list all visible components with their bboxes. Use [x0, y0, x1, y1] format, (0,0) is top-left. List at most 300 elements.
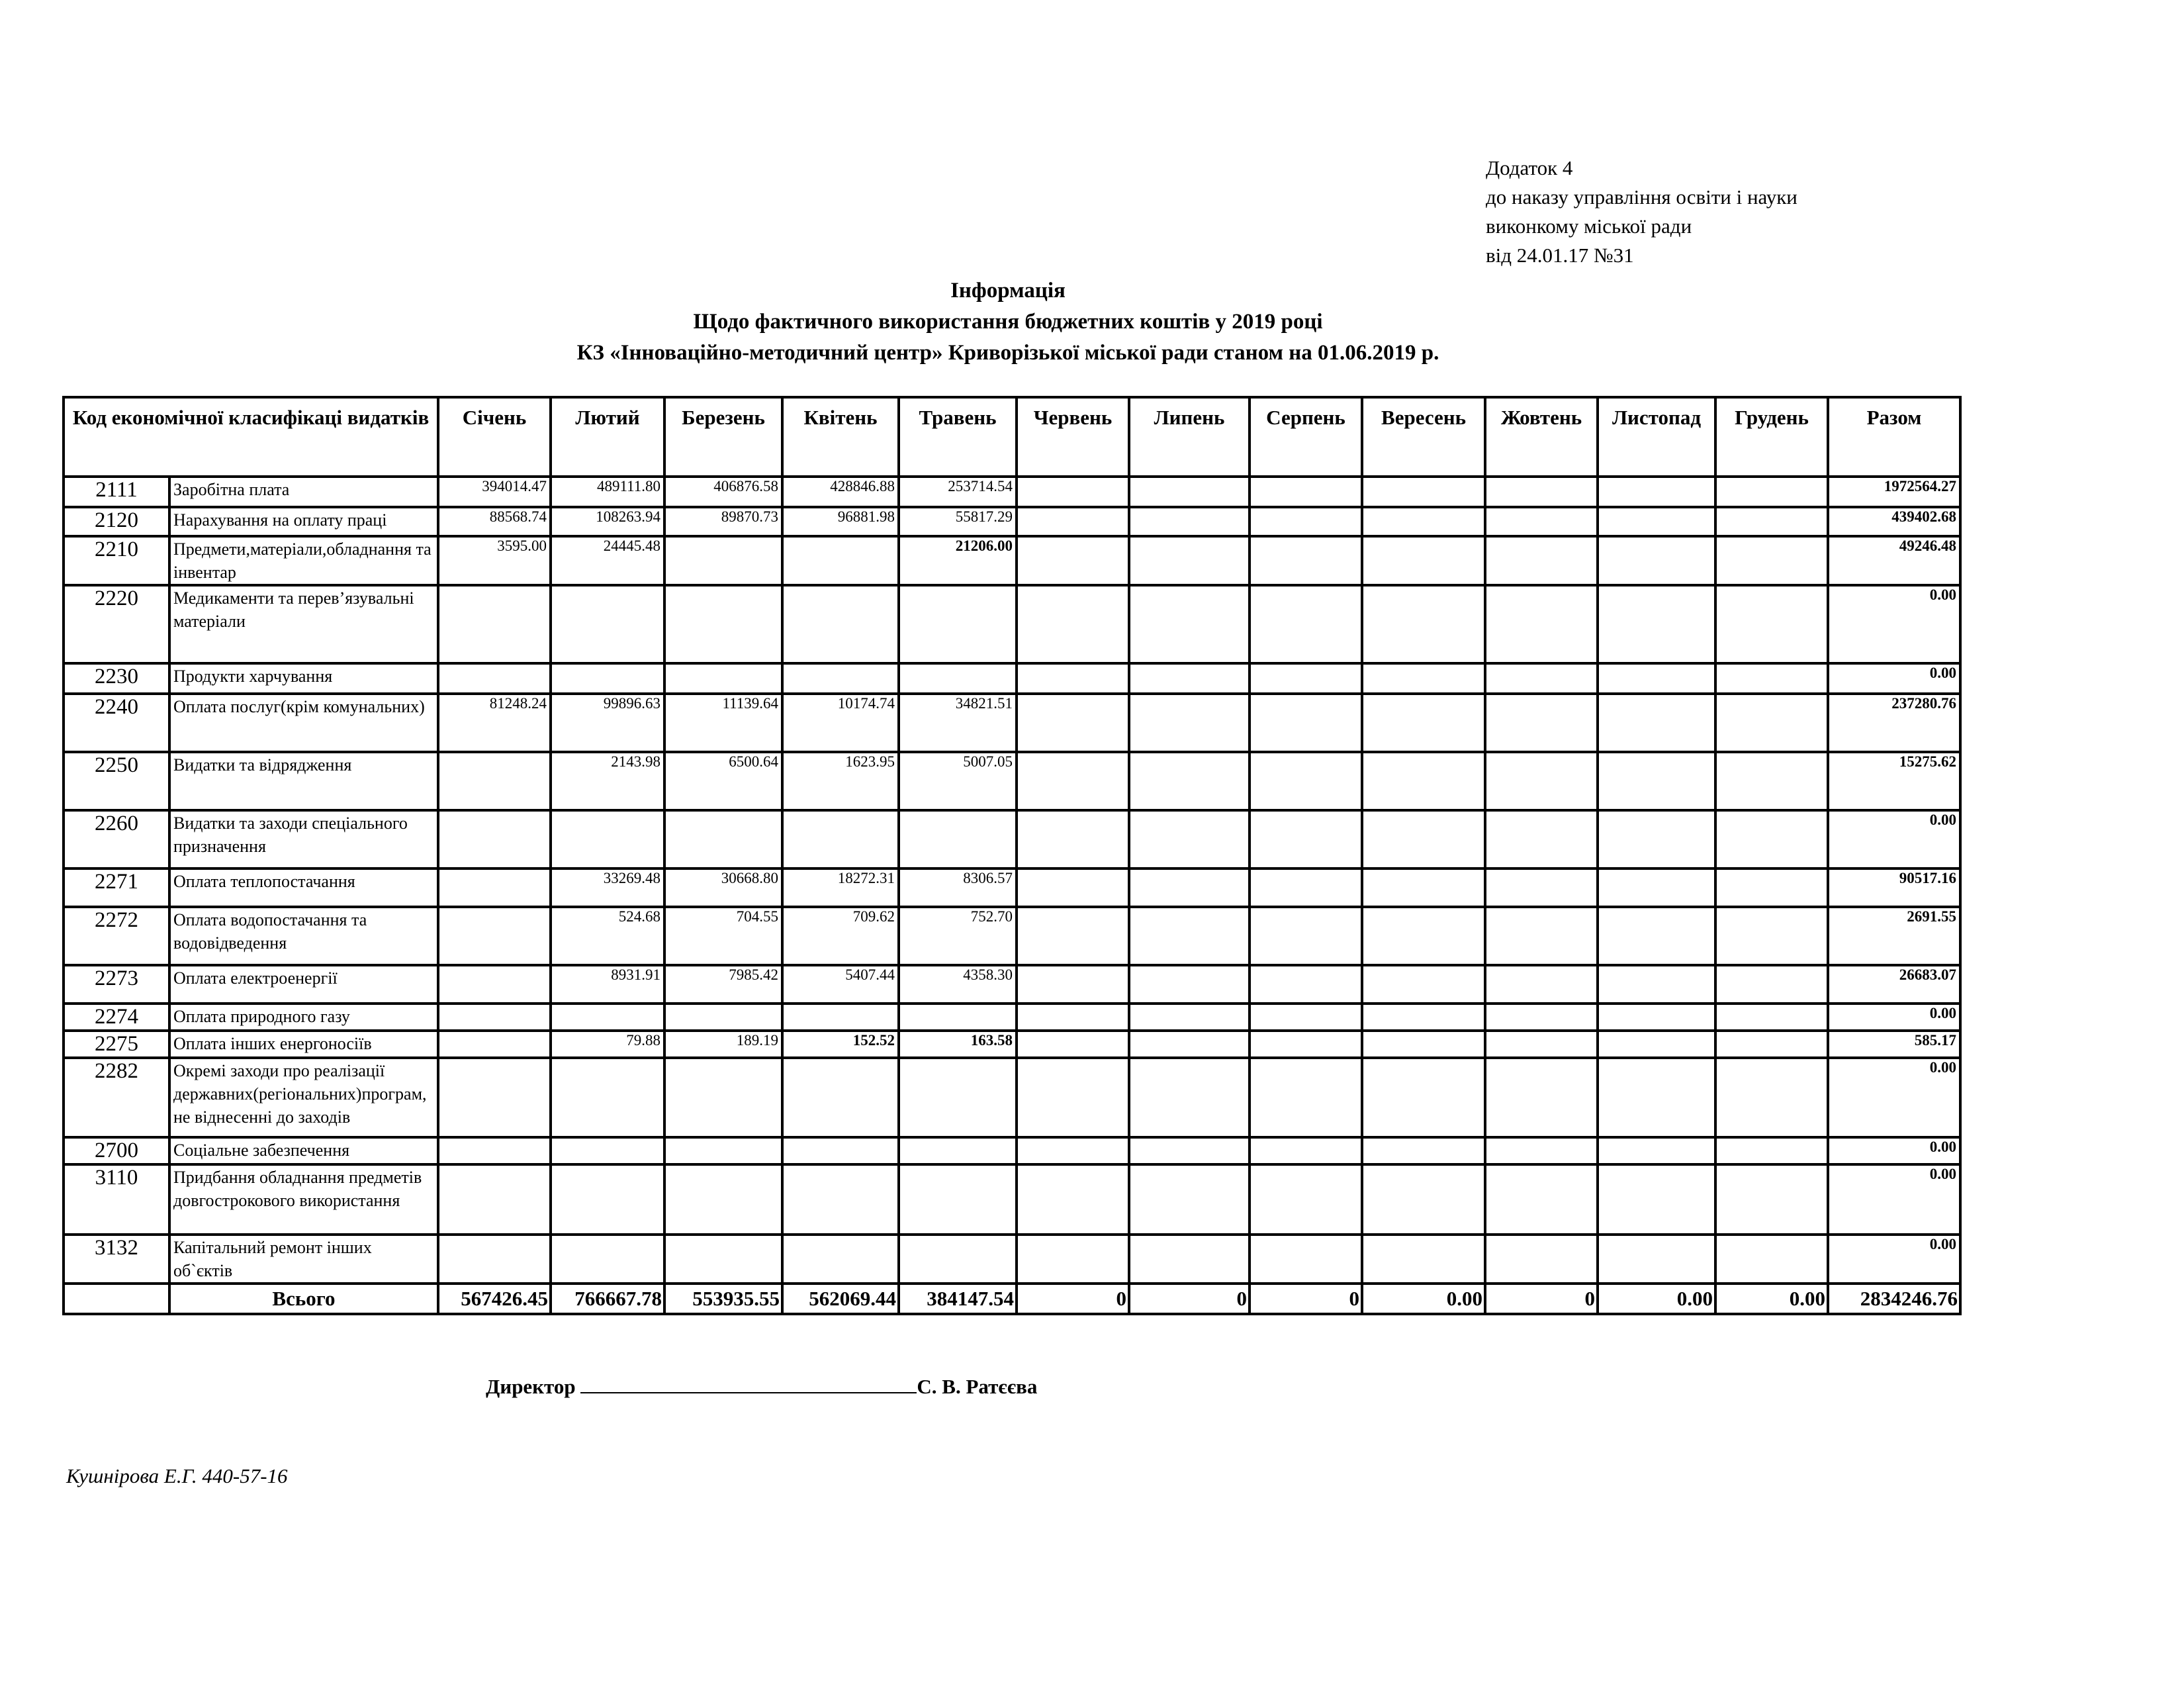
row-code: 2700: [64, 1137, 169, 1164]
row-value: [1129, 1058, 1250, 1137]
row-total: 0.00: [1828, 1164, 1960, 1235]
row-value: [551, 1004, 664, 1031]
row-value: [1362, 507, 1485, 536]
row-value: [1715, 507, 1828, 536]
header-month: Грудень: [1715, 397, 1828, 477]
row-value: [1017, 868, 1129, 907]
row-value: [1017, 1004, 1129, 1031]
row-value: [1250, 1004, 1362, 1031]
row-value: [1598, 477, 1715, 507]
row-value: [1250, 868, 1362, 907]
row-value: [1362, 907, 1485, 965]
table-row: [64, 1137, 1960, 1164]
table-row: [64, 477, 1960, 507]
budget-table: [62, 396, 1962, 1315]
row-value: [1598, 965, 1715, 1004]
row-value: 752.70: [899, 907, 1017, 965]
row-value: [1362, 663, 1485, 694]
row-value: [438, 585, 551, 663]
row-value: [782, 1137, 899, 1164]
row-value: [1598, 507, 1715, 536]
row-code: 2120: [64, 507, 169, 536]
grand-total: 2834246.76: [1828, 1284, 1960, 1314]
row-value: [438, 663, 551, 694]
row-value: 6500.64: [664, 752, 782, 810]
table-row: [64, 1058, 1960, 1137]
row-value: [1715, 536, 1828, 585]
row-value: [1598, 1137, 1715, 1164]
row-code: 3132: [64, 1235, 169, 1284]
header-month: Серпень: [1250, 397, 1362, 477]
row-value: [1362, 752, 1485, 810]
totals-value: 0.00: [1362, 1284, 1485, 1314]
header-month: Квітень: [782, 397, 899, 477]
row-code: 2275: [64, 1031, 169, 1058]
header-month: Лютий: [551, 397, 664, 477]
row-value: [1598, 1164, 1715, 1235]
row-name: Видатки та заходи спеціального призначення: [169, 810, 438, 868]
totals-value: 384147.54: [899, 1284, 1017, 1314]
row-value: 88568.74: [438, 507, 551, 536]
row-total: 15275.62: [1828, 752, 1960, 810]
row-value: [1715, 477, 1828, 507]
totals-value: 562069.44: [782, 1284, 899, 1314]
row-value: 709.62: [782, 907, 899, 965]
row-value: 34821.51: [899, 694, 1017, 752]
row-value: [1485, 1031, 1598, 1058]
row-value: [782, 536, 899, 585]
row-value: 189.19: [664, 1031, 782, 1058]
row-value: [1715, 1235, 1828, 1284]
totals-value: 567426.45: [438, 1284, 551, 1314]
row-value: [1598, 1058, 1715, 1137]
row-value: [1250, 585, 1362, 663]
row-value: [1485, 536, 1598, 585]
header-month: Вересень: [1362, 397, 1485, 477]
row-value: [899, 1164, 1017, 1235]
row-total: 439402.68: [1828, 507, 1960, 536]
row-total: 0.00: [1828, 663, 1960, 694]
row-value: 108263.94: [551, 507, 664, 536]
table-row: [64, 868, 1960, 907]
row-total: 0.00: [1828, 810, 1960, 868]
row-value: [551, 663, 664, 694]
table-row: [64, 810, 1960, 868]
header-month: Листопад: [1598, 397, 1715, 477]
row-value: [899, 585, 1017, 663]
totals-value: 0: [1250, 1284, 1362, 1314]
row-name: Придбання обладнання предметів довгострокового використання: [169, 1164, 438, 1235]
row-value: 704.55: [664, 907, 782, 965]
row-value: [1250, 1031, 1362, 1058]
row-value: [551, 1235, 664, 1284]
row-value: [438, 1137, 551, 1164]
row-value: [1485, 694, 1598, 752]
table-row: [64, 536, 1960, 585]
row-value: [1017, 694, 1129, 752]
row-name: Оплата природного газу: [169, 1004, 438, 1031]
row-value: [1017, 477, 1129, 507]
row-value: [1715, 663, 1828, 694]
row-value: [1129, 1164, 1250, 1235]
row-code: 2260: [64, 810, 169, 868]
row-value: [551, 1137, 664, 1164]
totals-value: 766667.78: [551, 1284, 664, 1314]
row-value: [438, 907, 551, 965]
row-value: [1250, 1235, 1362, 1284]
table-row: [64, 585, 1960, 663]
row-value: 30668.80: [664, 868, 782, 907]
row-total: 0.00: [1828, 1058, 1960, 1137]
row-value: [1017, 1235, 1129, 1284]
row-value: 7985.42: [664, 965, 782, 1004]
header-month: Травень: [899, 397, 1017, 477]
row-value: [782, 1235, 899, 1284]
totals-value: 0.00: [1715, 1284, 1828, 1314]
row-value: [1485, 1004, 1598, 1031]
row-total: 0.00: [1828, 585, 1960, 663]
row-value: [438, 1004, 551, 1031]
row-code: 2220: [64, 585, 169, 663]
row-value: [1129, 965, 1250, 1004]
row-value: [1250, 1058, 1362, 1137]
row-value: [1250, 536, 1362, 585]
row-name: Капітальний ремонт інших об`єктів: [169, 1235, 438, 1284]
row-value: [1485, 965, 1598, 1004]
row-name: Предмети,матеріали,обладнання та інвентар: [169, 536, 438, 585]
row-value: [1362, 694, 1485, 752]
row-value: 8306.57: [899, 868, 1017, 907]
row-value: [899, 663, 1017, 694]
row-value: 81248.24: [438, 694, 551, 752]
row-value: [1250, 752, 1362, 810]
table-row: [64, 965, 1960, 1004]
row-name: Продукти харчування: [169, 663, 438, 694]
totals-value: 553935.55: [664, 1284, 782, 1314]
row-value: [1598, 752, 1715, 810]
row-value: [438, 1235, 551, 1284]
row-value: 5407.44: [782, 965, 899, 1004]
row-value: [782, 810, 899, 868]
row-value: [1362, 585, 1485, 663]
row-value: [1362, 1004, 1485, 1031]
table-row: [64, 663, 1960, 694]
table-row: [64, 507, 1960, 536]
row-value: [899, 1058, 1017, 1137]
row-value: [1017, 965, 1129, 1004]
row-name: Медикаменти та перев’язувальні матеріали: [169, 585, 438, 663]
row-value: [1715, 965, 1828, 1004]
row-value: [1485, 507, 1598, 536]
row-total: 237280.76: [1828, 694, 1960, 752]
row-value: [1362, 1137, 1485, 1164]
header-month: Жовтень: [1485, 397, 1598, 477]
row-value: [899, 1004, 1017, 1031]
row-value: [1129, 585, 1250, 663]
row-value: [664, 585, 782, 663]
table-row: [64, 752, 1960, 810]
row-value: [1715, 694, 1828, 752]
row-value: [1362, 965, 1485, 1004]
row-value: 152.52: [782, 1031, 899, 1058]
row-value: 96881.98: [782, 507, 899, 536]
row-value: [1129, 810, 1250, 868]
row-value: [438, 1164, 551, 1235]
totals-value: 0.00: [1598, 1284, 1715, 1314]
row-value: [1598, 1235, 1715, 1284]
row-value: [1129, 694, 1250, 752]
row-value: [1715, 585, 1828, 663]
row-value: [438, 1058, 551, 1137]
row-value: [1598, 585, 1715, 663]
row-code: 2273: [64, 965, 169, 1004]
row-value: [1250, 477, 1362, 507]
row-code: 2250: [64, 752, 169, 810]
row-value: 24445.48: [551, 536, 664, 585]
row-value: [1017, 1031, 1129, 1058]
row-value: 5007.05: [899, 752, 1017, 810]
row-value: [1485, 585, 1598, 663]
row-value: [1362, 477, 1485, 507]
row-name: Соціальне забезпечення: [169, 1137, 438, 1164]
row-value: [1715, 752, 1828, 810]
table-row: [64, 907, 1960, 965]
row-value: 2143.98: [551, 752, 664, 810]
row-value: [1485, 907, 1598, 965]
row-value: [1598, 868, 1715, 907]
row-value: 1623.95: [782, 752, 899, 810]
row-value: [1485, 868, 1598, 907]
row-value: [1129, 507, 1250, 536]
row-value: [1485, 752, 1598, 810]
title-line: Інформація: [950, 279, 1066, 303]
row-value: [551, 585, 664, 663]
row-value: [1715, 868, 1828, 907]
row-value: [1485, 1137, 1598, 1164]
row-value: [1485, 810, 1598, 868]
row-value: 99896.63: [551, 694, 664, 752]
contact-info: Кушнірова Е.Г. 440-57-16: [66, 1464, 288, 1487]
row-value: [1598, 694, 1715, 752]
row-value: [551, 1164, 664, 1235]
row-value: [899, 1235, 1017, 1284]
row-value: [551, 810, 664, 868]
row-value: 163.58: [899, 1031, 1017, 1058]
appendix-note: [1486, 154, 1797, 270]
row-value: [1017, 907, 1129, 965]
row-code: 2230: [64, 663, 169, 694]
appendix-line: від 24.01.17 №31: [1486, 244, 1634, 267]
title-line: КЗ «Інноваційно-методичний центр» Криворізької міської ради станом на 01.06.2019 р.: [576, 341, 1439, 365]
signature-line: [580, 1374, 917, 1393]
row-value: [1715, 907, 1828, 965]
title-line: Щодо фактичного використання бюджетних коштів у 2019 році: [693, 310, 1323, 334]
row-value: 21206.00: [899, 536, 1017, 585]
totals-value: 0: [1485, 1284, 1598, 1314]
row-value: [664, 663, 782, 694]
row-value: [438, 810, 551, 868]
signature-name: С. В. Ратєєва: [917, 1375, 1038, 1398]
row-value: [664, 1137, 782, 1164]
totals-value: 0: [1129, 1284, 1250, 1314]
row-total: 585.17: [1828, 1031, 1960, 1058]
row-name: Оплата послуг(крім комунальних): [169, 694, 438, 752]
row-value: 89870.73: [664, 507, 782, 536]
signature-label: Директор: [486, 1375, 576, 1398]
row-value: [1250, 810, 1362, 868]
row-value: 406876.58: [664, 477, 782, 507]
row-value: [1129, 868, 1250, 907]
row-name: Видатки та відрядження: [169, 752, 438, 810]
row-value: 10174.74: [782, 694, 899, 752]
row-value: [782, 1058, 899, 1137]
row-value: 79.88: [551, 1031, 664, 1058]
row-total: 0.00: [1828, 1137, 1960, 1164]
row-value: [1129, 907, 1250, 965]
row-name: Заробітна плата: [169, 477, 438, 507]
row-code: 2240: [64, 694, 169, 752]
row-value: 55817.29: [899, 507, 1017, 536]
row-value: [1598, 907, 1715, 965]
row-name: Окремі заходи про реалізації державних(регіональних)програм, не віднесенні до заходів: [169, 1058, 438, 1137]
row-total: 90517.16: [1828, 868, 1960, 907]
table-row: [64, 1235, 1960, 1284]
row-value: [1362, 868, 1485, 907]
row-value: 8931.91: [551, 965, 664, 1004]
row-value: [1598, 1031, 1715, 1058]
row-value: [1715, 1137, 1828, 1164]
row-value: [1129, 1235, 1250, 1284]
row-value: [782, 1164, 899, 1235]
row-name: Оплата електроенергії: [169, 965, 438, 1004]
row-value: [664, 1058, 782, 1137]
row-value: [1485, 1235, 1598, 1284]
row-value: [1129, 536, 1250, 585]
row-value: [1017, 752, 1129, 810]
row-value: 489111.80: [551, 477, 664, 507]
row-code: 2272: [64, 907, 169, 965]
row-value: [1485, 663, 1598, 694]
row-value: [1362, 1164, 1485, 1235]
row-value: [664, 1164, 782, 1235]
row-value: [782, 663, 899, 694]
row-value: [1017, 1058, 1129, 1137]
row-code: 2274: [64, 1004, 169, 1031]
table-header: [64, 397, 1960, 477]
row-code: 3110: [64, 1164, 169, 1235]
row-value: [1250, 1164, 1362, 1235]
row-value: [438, 965, 551, 1004]
row-value: 11139.64: [664, 694, 782, 752]
row-value: [438, 1031, 551, 1058]
row-total: 0.00: [1828, 1235, 1960, 1284]
row-value: 253714.54: [899, 477, 1017, 507]
row-value: [1715, 1058, 1828, 1137]
row-value: [1250, 907, 1362, 965]
row-code: 2271: [64, 868, 169, 907]
row-value: [1129, 477, 1250, 507]
row-value: [1129, 1031, 1250, 1058]
row-value: [1362, 1058, 1485, 1137]
row-value: 3595.00: [438, 536, 551, 585]
row-total: 26683.07: [1828, 965, 1960, 1004]
appendix-line: до наказу управління освіти і науки: [1486, 185, 1797, 209]
row-name: Оплата теплопостачання: [169, 868, 438, 907]
header-month: Червень: [1017, 397, 1129, 477]
row-value: [1362, 536, 1485, 585]
row-value: [1017, 810, 1129, 868]
row-value: [1129, 1137, 1250, 1164]
row-value: [1129, 1004, 1250, 1031]
row-value: [782, 1004, 899, 1031]
appendix-line: виконкому міської ради: [1486, 214, 1692, 238]
row-code: 2282: [64, 1058, 169, 1137]
row-value: [1017, 663, 1129, 694]
row-value: [1250, 694, 1362, 752]
header-month: Січень: [438, 397, 551, 477]
document-title: [0, 275, 2016, 369]
row-value: [438, 752, 551, 810]
row-value: [1017, 507, 1129, 536]
table-row: [64, 1004, 1960, 1031]
row-value: [1017, 1137, 1129, 1164]
row-value: [899, 1137, 1017, 1164]
row-value: [1598, 1004, 1715, 1031]
header-code: Код економічної класифікаці видатків: [64, 397, 438, 477]
row-value: [899, 810, 1017, 868]
row-value: [1017, 536, 1129, 585]
row-value: [1017, 585, 1129, 663]
row-value: 4358.30: [899, 965, 1017, 1004]
row-total: 0.00: [1828, 1004, 1960, 1031]
table-row: [64, 1164, 1960, 1235]
row-value: [1250, 507, 1362, 536]
row-value: [664, 1004, 782, 1031]
row-value: [1250, 663, 1362, 694]
row-value: [1715, 1164, 1828, 1235]
row-value: [1129, 752, 1250, 810]
appendix-line: Додаток 4: [1486, 156, 1573, 179]
row-value: [1715, 810, 1828, 868]
row-total: 49246.48: [1828, 536, 1960, 585]
totals-empty-cell: [64, 1284, 169, 1314]
row-value: 33269.48: [551, 868, 664, 907]
table-row: [64, 1031, 1960, 1058]
row-value: [1362, 810, 1485, 868]
row-value: [1250, 965, 1362, 1004]
row-value: [664, 536, 782, 585]
row-name: Оплата інших енергоносіїв: [169, 1031, 438, 1058]
row-value: [1485, 1058, 1598, 1137]
row-value: [664, 810, 782, 868]
row-value: 18272.31: [782, 868, 899, 907]
totals-value: 0: [1017, 1284, 1129, 1314]
row-total: 2691.55: [1828, 907, 1960, 965]
row-name: Оплата водопостачання та водовідведення: [169, 907, 438, 965]
row-total: 1972564.27: [1828, 477, 1960, 507]
row-value: [551, 1058, 664, 1137]
row-value: [1598, 663, 1715, 694]
row-value: 524.68: [551, 907, 664, 965]
header-month: Липень: [1129, 397, 1250, 477]
header-month: Березень: [664, 397, 782, 477]
row-value: [1715, 1004, 1828, 1031]
table-row: [64, 694, 1960, 752]
row-value: [1598, 810, 1715, 868]
row-value: [1485, 1164, 1598, 1235]
totals-row: [64, 1284, 1960, 1314]
row-value: 394014.47: [438, 477, 551, 507]
